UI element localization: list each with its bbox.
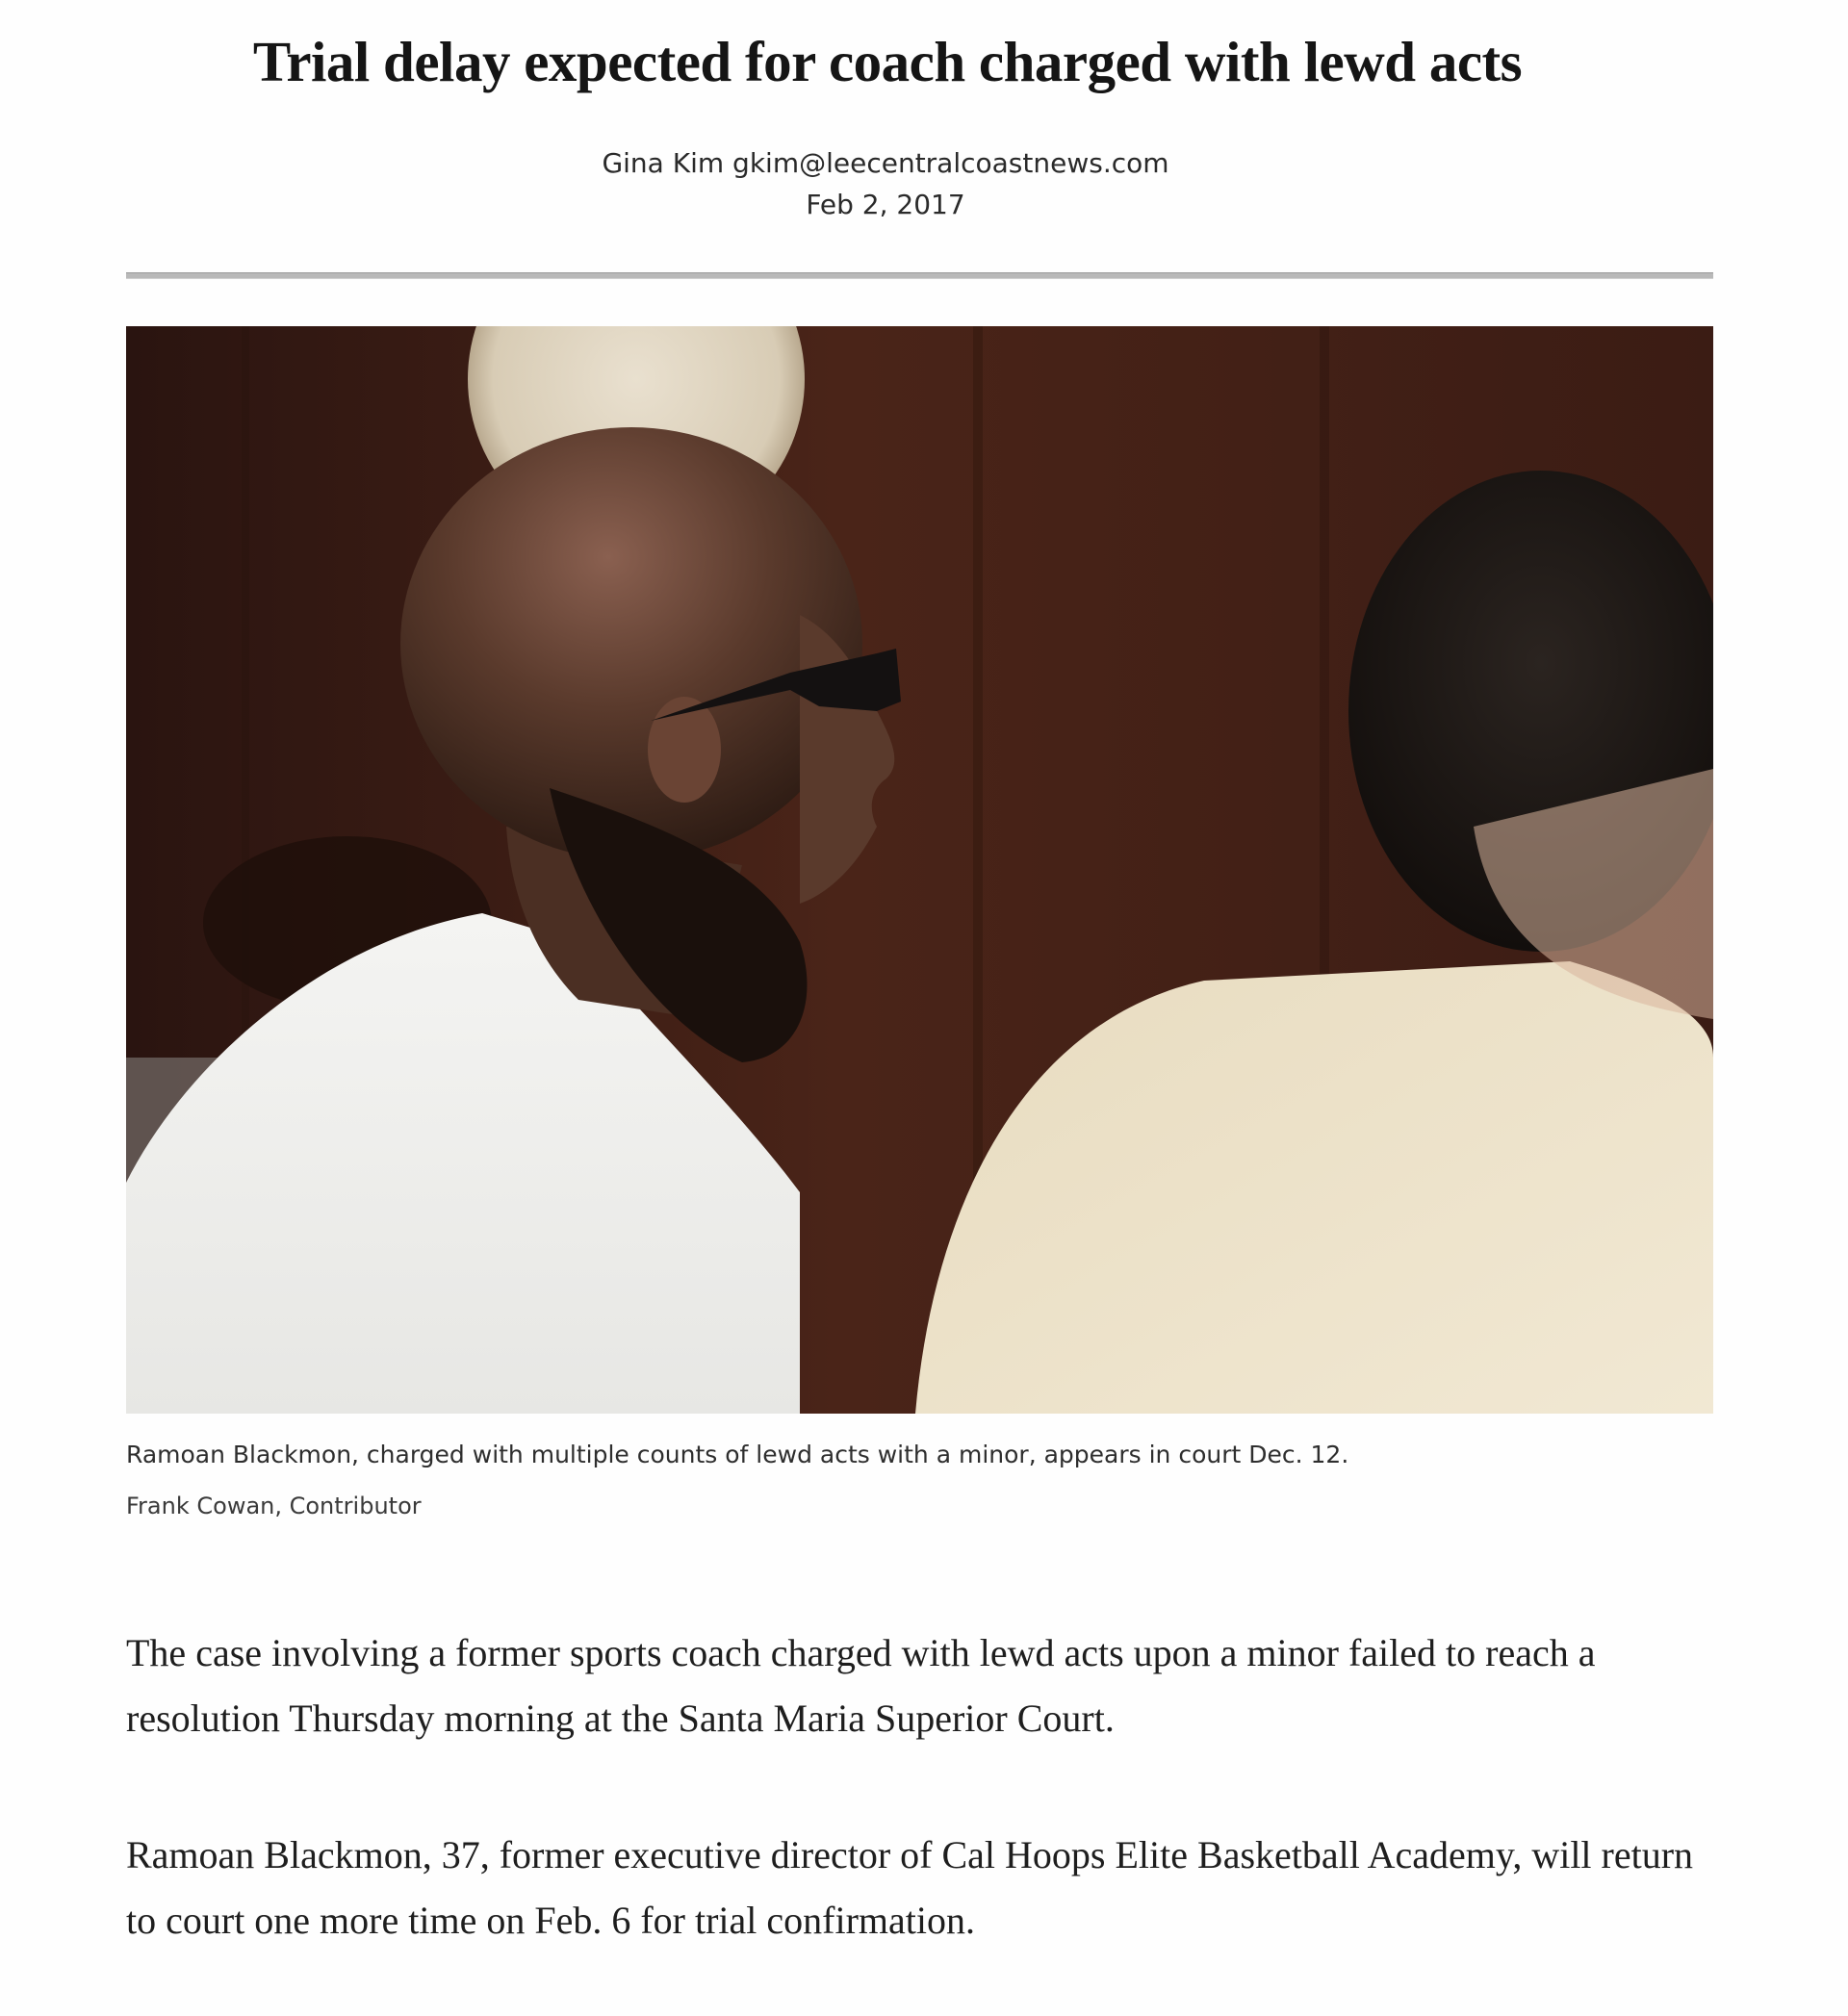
divider-rule: [126, 272, 1713, 279]
photo-caption: Ramoan Blackmon, charged with multiple counts of lewd acts with a minor, appears in court Dec. 12.: [126, 1441, 1349, 1468]
byline: [0, 142, 1771, 225]
photo-credit: Frank Cowan, Contributor: [126, 1493, 422, 1519]
article-photo: [126, 326, 1713, 1414]
publish-date: Feb 2, 2017: [806, 189, 965, 220]
article-paragraph: The case involving a former sports coach charged with lewd acts upon a minor failed to reach a resolution Thursday morning at the Santa Maria Superior Court.: [126, 1631, 1596, 1740]
headline: Trial delay expected for coach charged with lewd acts: [252, 30, 1523, 93]
article-paragraph: Ramoan Blackmon, 37, former executive director of Cal Hoops Elite Basketball Academy, will return to court one more time on Feb. 6 for trial confirmation.: [126, 1833, 1694, 1942]
bald-head: [400, 427, 862, 860]
author-line: Gina Kim gkim@leecentralcoastnews.com: [602, 147, 1169, 179]
